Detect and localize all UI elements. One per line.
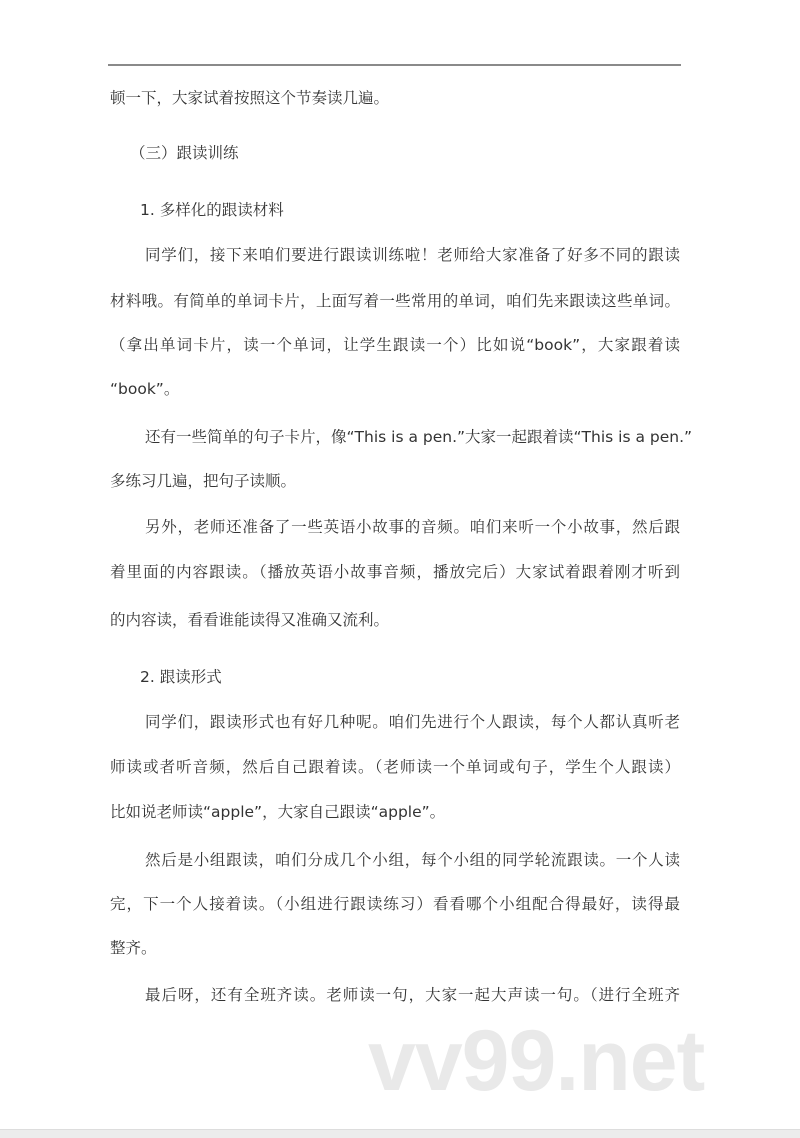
header-rule bbox=[108, 64, 681, 66]
paragraph-line: 完，下一个人接着读。（小组进行跟读练习）看看哪个小组配合得最好，读得最 bbox=[110, 895, 680, 913]
subsection-heading: 1. 多样化的跟读材料 bbox=[140, 201, 284, 219]
paragraph-line: 顿一下，大家试着按照这个节奏读几遍。 bbox=[110, 89, 390, 107]
section-heading: （三）跟读训练 bbox=[130, 144, 239, 162]
paragraph-line: 然后是小组跟读，咱们分成几个小组，每个小组的同学轮流跟读。一个人读 bbox=[145, 851, 680, 869]
paragraph-line: 的内容读，看看谁能读得又准确又流利。 bbox=[110, 611, 390, 629]
paragraph-line: 最后呀，还有全班齐读。老师读一句，大家一起大声读一句。（进行全班齐 bbox=[145, 986, 680, 1004]
paragraph-line: 同学们，跟读形式也有好几种呢。咱们先进行个人跟读，每个人都认真听老 bbox=[145, 713, 680, 731]
paragraph-line: 材料哦。有简单的单词卡片，上面写着一些常用的单词，咱们先来跟读这些单词。 bbox=[110, 292, 680, 310]
paragraph-line: 多练习几遍，把句子读顺。 bbox=[110, 472, 297, 490]
paragraph-line: 着里面的内容跟读。（播放英语小故事音频，播放完后）大家试着跟着刚才听到 bbox=[110, 563, 680, 581]
paragraph-line: 还有一些简单的句子卡片，像“This is a pen.”大家一起跟着读“This is a pen.” bbox=[145, 428, 693, 446]
paragraph-line: 同学们，接下来咱们要进行跟读训练啦！老师给大家准备了好多不同的跟读 bbox=[145, 246, 680, 264]
paragraph-line: 整齐。 bbox=[110, 939, 157, 957]
paragraph-line: 另外，老师还准备了一些英语小故事的音频。咱们来听一个小故事，然后跟 bbox=[145, 518, 680, 536]
paragraph-line: （拿出单词卡片，读一个单词，让学生跟读一个）比如说“book”，大家跟着读 bbox=[110, 336, 680, 354]
paragraph-line: “book”。 bbox=[110, 380, 180, 398]
watermark: vv99.net bbox=[368, 1013, 705, 1109]
subsection-heading: 2. 跟读形式 bbox=[140, 668, 222, 686]
paragraph-line: 比如说老师读“apple”，大家自己跟读“apple”。 bbox=[110, 803, 446, 821]
paragraph-line: 师读或者听音频，然后自己跟着读。（老师读一个单词或句子，学生个人跟读） bbox=[110, 758, 680, 776]
